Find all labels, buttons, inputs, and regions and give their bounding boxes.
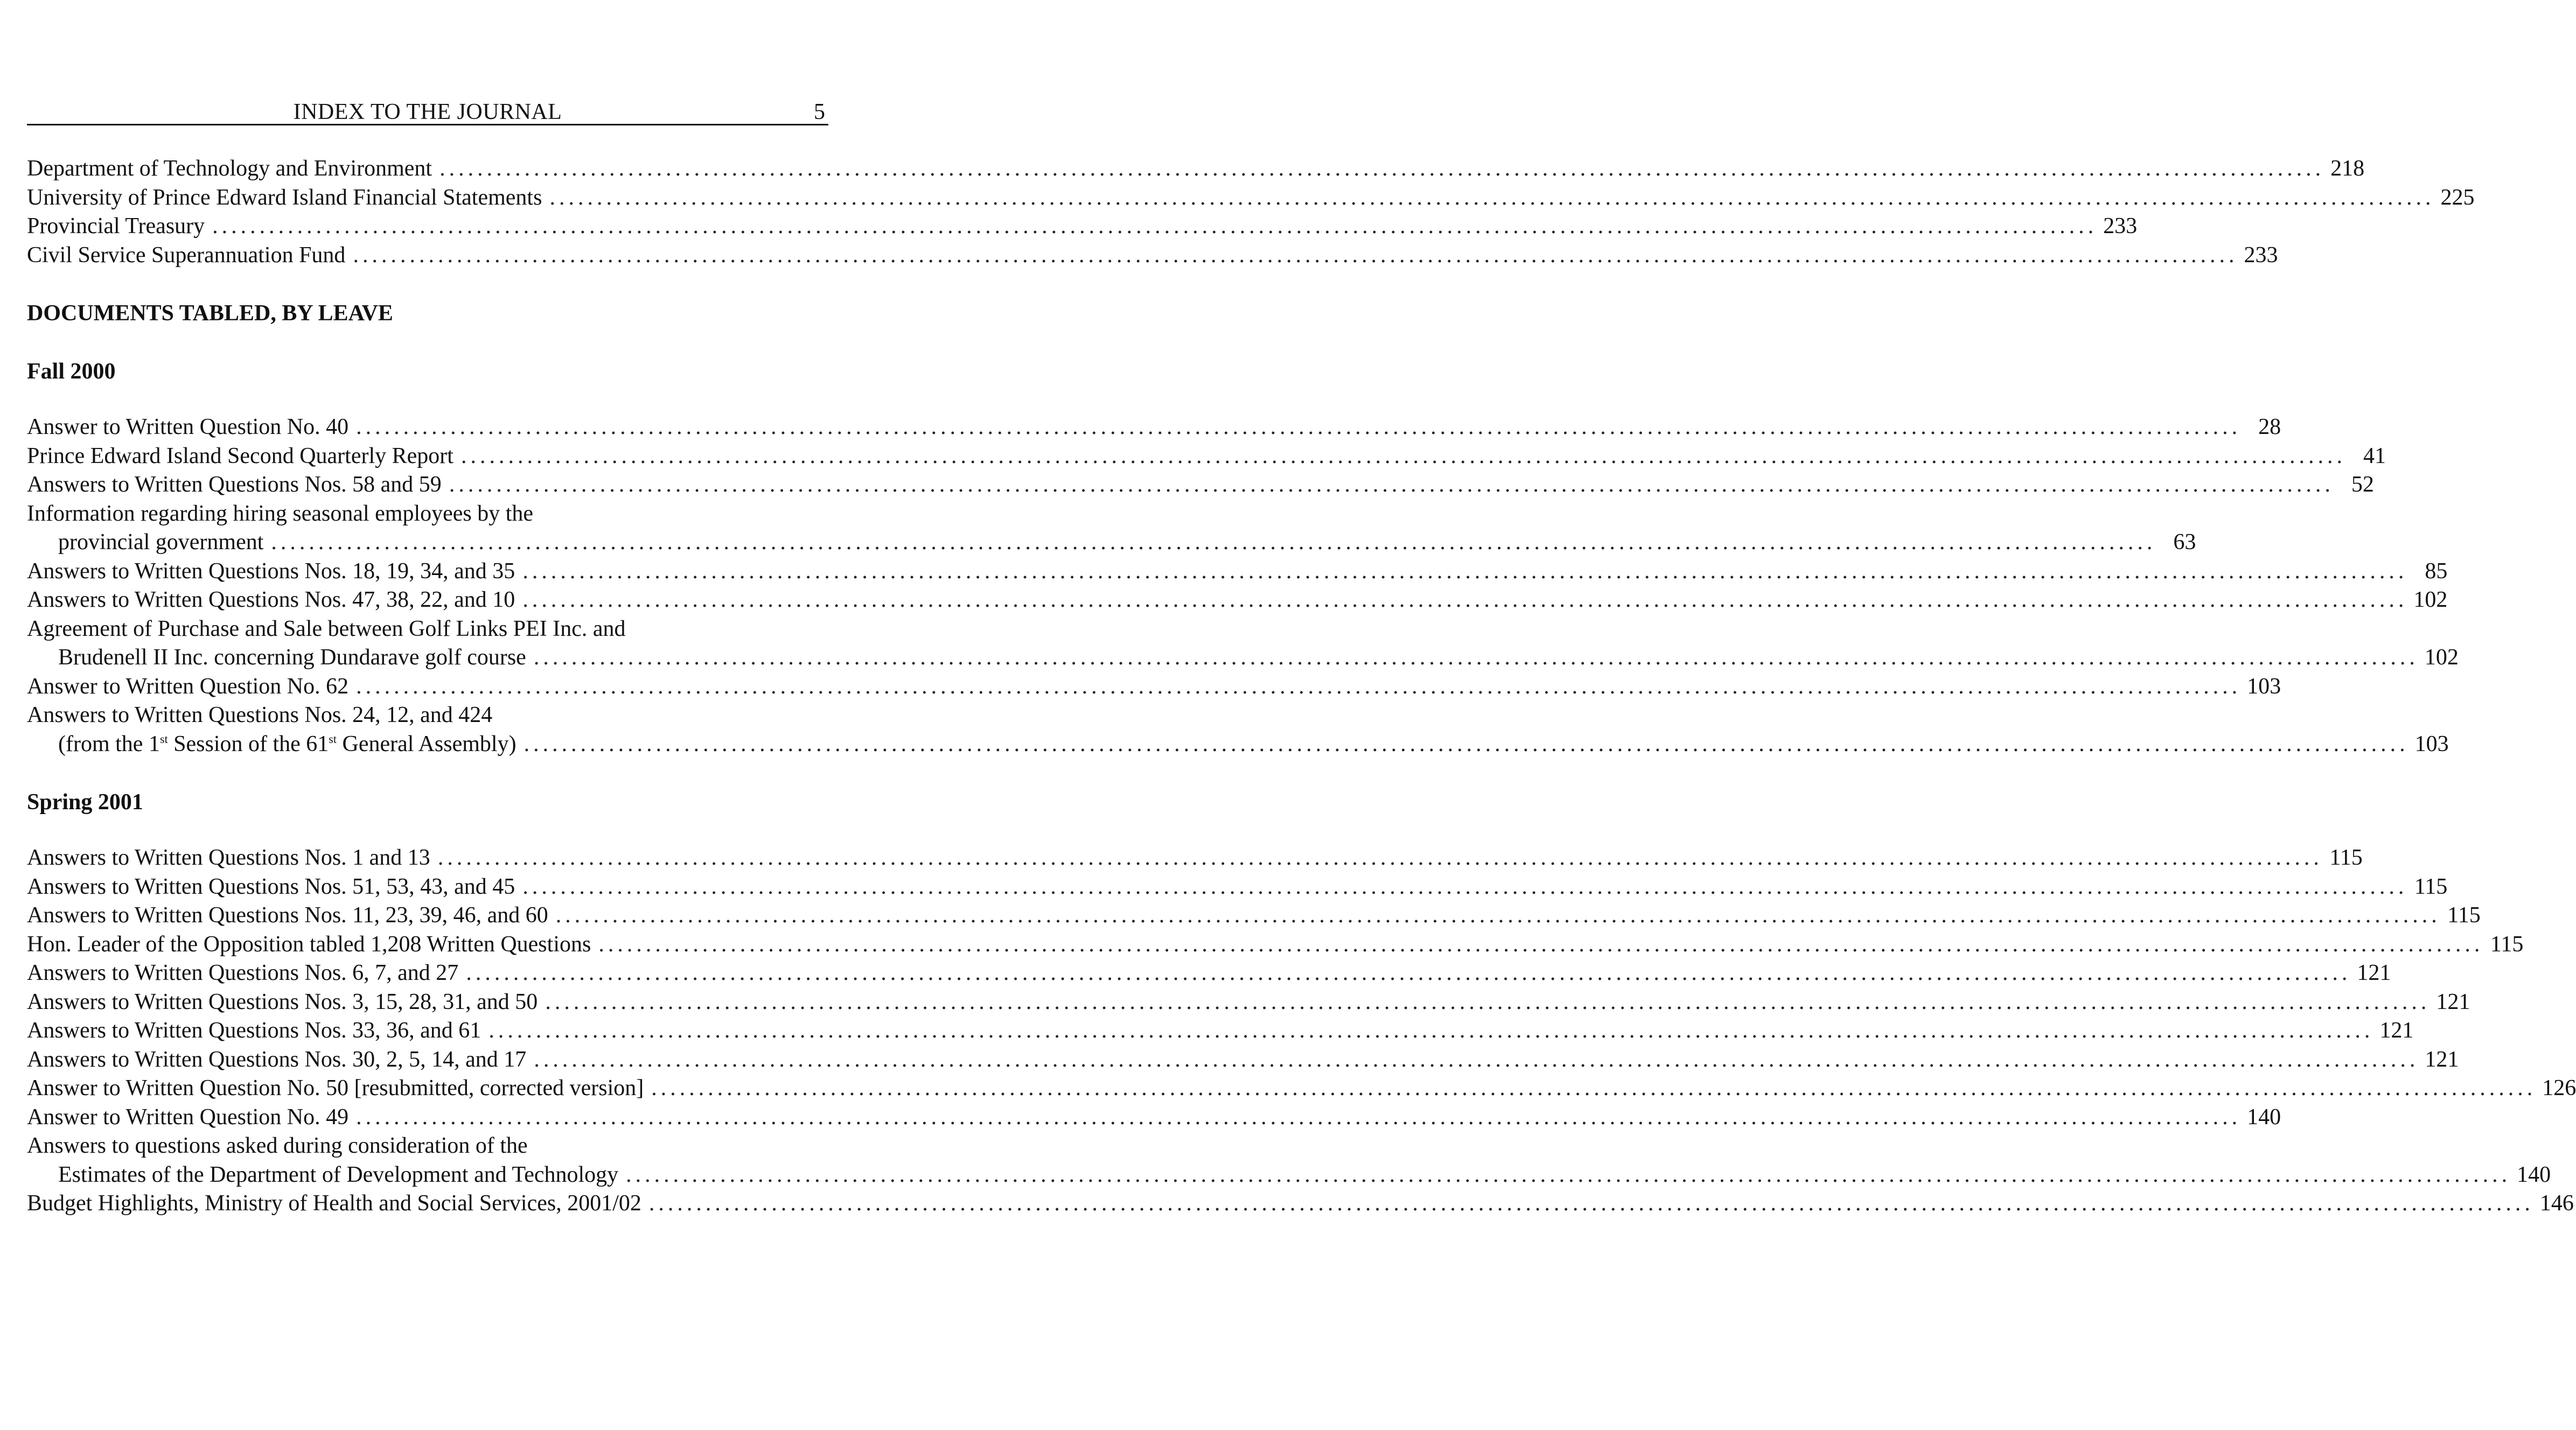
entry-page: 103 bbox=[2247, 674, 2281, 699]
entry-page: 225 bbox=[2440, 185, 2475, 210]
leader-dots: ........................................................................................................................................................................................................ bbox=[439, 156, 2325, 181]
entry-page: 102 bbox=[2424, 645, 2459, 670]
fall-entries bbox=[27, 413, 2459, 759]
leader-dots: ........................................................................................................................................................................................................ bbox=[460, 443, 2346, 468]
index-entry: Prince Edward Island Second Quarterly Report ........................................................................................................................................................................................................ 41 bbox=[27, 442, 828, 471]
leader-dots: ........................................................................................................................................................................................................ bbox=[545, 989, 2431, 1014]
index-entry: Answers to Written Questions Nos. 11, 23, 39, 46, and 60 ........................................................................................................................................................................................................ 115 bbox=[27, 901, 828, 930]
index-entry: Answers to Written Questions Nos. 3, 15, 28, 31, and 50 ........................................................................................................................................................................................................ 121 bbox=[27, 988, 828, 1017]
entry-page: 103 bbox=[2414, 731, 2449, 756]
leader-dots: ........................................................................................................................................................................................................ bbox=[523, 731, 2409, 756]
entry-page: 102 bbox=[2413, 587, 2448, 612]
entry-page: 63 bbox=[2173, 530, 2196, 555]
entry-page: 115 bbox=[2447, 903, 2481, 928]
entry-page: 126 bbox=[2542, 1076, 2576, 1100]
entry-page: 115 bbox=[2329, 845, 2363, 870]
leader-dots: ........................................................................................................................................................................................................ bbox=[648, 1191, 2534, 1216]
page-number: 5 bbox=[814, 100, 825, 124]
leader-dots: ........................................................................................................................................................................................................ bbox=[212, 214, 2098, 239]
index-entry: Answers to Written Questions Nos. 24, 12, and 424 (from the 1st Session of the 61st General Assembly) ........................................................................................................................................................................................................ 103 bbox=[27, 701, 828, 759]
entry-page: 115 bbox=[2414, 874, 2448, 899]
entry-page: 233 bbox=[2103, 214, 2138, 239]
index-entry: Hon. Leader of the Opposition tabled 1,208 Written Questions ........................................................................................................................................................................................................ 115 bbox=[27, 930, 828, 959]
index-entry: University of Prince Edward Island Financial Statements ........................................................................................................................................................................................................ 225 bbox=[27, 184, 828, 213]
index-entry: Answer to Written Question No. 50 [resubmitted, corrected version] ........................................................................................................................................................................................................ 126 bbox=[27, 1074, 828, 1103]
leader-dots: ........................................................................................................................................................................................................ bbox=[466, 961, 2351, 985]
leader-dots: ........................................................................................................................................................................................................ bbox=[522, 874, 2408, 899]
index-entry: Answers to Written Questions Nos. 47, 38, 22, and 10 ........................................................................................................................................................................................................ 102 bbox=[27, 586, 828, 615]
leader-dots: ........................................................................................................................................................................................................ bbox=[356, 674, 2242, 699]
entry-page: 146 bbox=[2539, 1191, 2574, 1216]
entry-page: 85 bbox=[2425, 558, 2448, 584]
entry-page: 140 bbox=[2247, 1104, 2281, 1130]
index-entry: Information regarding hiring seasonal employees by the provincial government ........................................................................................................................................................................................................ 63 bbox=[27, 500, 828, 557]
spring-entries bbox=[27, 844, 2576, 1218]
entry-page: 233 bbox=[2244, 242, 2278, 268]
index-entry: Answer to Written Question No. 62 ........................................................................................................................................................................................................ 103 bbox=[27, 672, 828, 702]
leader-dots: ........................................................................................................................................................................................................ bbox=[626, 1162, 2511, 1187]
index-entry: Answers to Written Questions Nos. 51, 53, 43, and 45 ........................................................................................................................................................................................................ 115 bbox=[27, 873, 828, 902]
top-entries bbox=[27, 155, 2475, 270]
entry-page: 218 bbox=[2330, 156, 2365, 181]
index-entry: Answers to Written Questions Nos. 18, 19, 34, and 35 ........................................................................................................................................................................................................ 85 bbox=[27, 557, 828, 586]
entry-page: 115 bbox=[2490, 931, 2524, 957]
entry-continuation: (from the 1st Session of the 61st General Assembly) bbox=[58, 731, 516, 756]
index-entry: Budget Highlights, Ministry of Health and Social Services, 2001/02 ........................................................................................................................................................................................................ 146 bbox=[27, 1189, 828, 1218]
index-entry: Answers to questions asked during consideration of the Estimates of the Department of Development and Technology ........................................................................................................................................................................................................ 140 bbox=[27, 1132, 828, 1189]
index-entry: Civil Service Superannuation Fund ........................................................................................................................................................................................................ 233 bbox=[27, 241, 828, 270]
index-entry: Department of Technology and Environment ........................................................................................................................................................................................................ 218 bbox=[27, 155, 828, 184]
index-entry: Answer to Written Question No. 49 ........................................................................................................................................................................................................ 140 bbox=[27, 1103, 828, 1132]
entry-page: 52 bbox=[2351, 472, 2374, 497]
page-header bbox=[27, 96, 828, 125]
index-entry: Answer to Written Question No. 40 ........................................................................................................................................................................................................ 28 bbox=[27, 413, 828, 442]
entry-page: 121 bbox=[2357, 961, 2391, 985]
entry-page: 121 bbox=[2379, 1018, 2414, 1043]
entry-page: 41 bbox=[2363, 443, 2386, 468]
index-entry: Provincial Treasury ........................................................................................................................................................................................................ 233 bbox=[27, 212, 828, 241]
index-entry: Answers to Written Questions Nos. 1 and 13 ........................................................................................................................................................................................................ 115 bbox=[27, 844, 828, 873]
leader-dots: ........................................................................................................................................................................................................ bbox=[533, 645, 2419, 670]
leader-dots: ........................................................................................................................................................................................................ bbox=[449, 472, 2334, 497]
entry-page: 28 bbox=[2258, 415, 2281, 439]
leader-dots: ........................................................................................................................................................................................................ bbox=[356, 1104, 2242, 1130]
leader-dots: ........................................................................................................................................................................................................ bbox=[522, 558, 2408, 584]
leader-dots: ........................................................................................................................................................................................................ bbox=[488, 1018, 2374, 1043]
section-heading: DOCUMENTS TABLED, BY LEAVE bbox=[27, 301, 393, 326]
leader-dots: ........................................................................................................................................................................................................ bbox=[598, 931, 2484, 957]
leader-dots: ........................................................................................................................................................................................................ bbox=[549, 185, 2435, 210]
leader-dots: ........................................................................................................................................................................................................ bbox=[651, 1076, 2537, 1100]
entry-page: 140 bbox=[2517, 1162, 2551, 1187]
entry-page: 121 bbox=[2436, 989, 2470, 1014]
subsection-heading-fall: Fall 2000 bbox=[27, 359, 116, 384]
leader-dots: ........................................................................................................................................................................................................ bbox=[522, 587, 2408, 612]
index-entry: Answers to Written Questions Nos. 58 and 59 ........................................................................................................................................................................................................ 52 bbox=[27, 471, 828, 500]
index-entry: Answers to Written Questions Nos. 30, 2, 5, 14, and 17 ........................................................................................................................................................................................................ 121 bbox=[27, 1046, 828, 1075]
leader-dots: ........................................................................................................................................................................................................ bbox=[353, 242, 2238, 268]
leader-dots: ........................................................................................................................................................................................................ bbox=[271, 530, 2156, 555]
running-title: INDEX TO THE JOURNAL bbox=[293, 100, 562, 124]
subsection-heading-spring: Spring 2001 bbox=[27, 790, 143, 815]
index-entry: Agreement of Purchase and Sale between Golf Links PEI Inc. and Brudenell II Inc. concerning Dundarave golf course ........................................................................................................................................................................................................ 102 bbox=[27, 615, 828, 672]
index-entry: Answers to Written Questions Nos. 33, 36, and 61 ........................................................................................................................................................................................................ 121 bbox=[27, 1017, 828, 1046]
index-entry: Answers to Written Questions Nos. 6, 7, and 27 ........................................................................................................................................................................................................ 121 bbox=[27, 959, 828, 988]
leader-dots: ........................................................................................................................................................................................................ bbox=[437, 845, 2323, 870]
leader-dots: ........................................................................................................................................................................................................ bbox=[534, 1047, 2419, 1072]
leader-dots: ........................................................................................................................................................................................................ bbox=[555, 903, 2441, 928]
entry-page: 121 bbox=[2425, 1047, 2459, 1072]
leader-dots: ........................................................................................................................................................................................................ bbox=[356, 415, 2242, 439]
